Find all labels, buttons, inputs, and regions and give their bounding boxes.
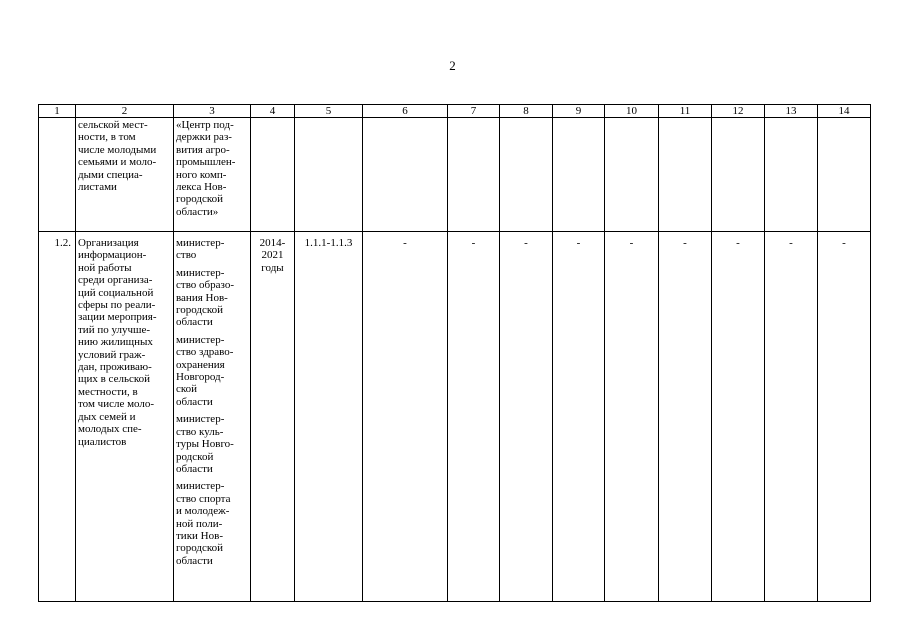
table-row xyxy=(39,232,871,602)
data-cell: - xyxy=(765,232,818,602)
activity-cell: сельской мест- ности, в том числе молодыми семьями и моло- дыми специа- листами xyxy=(76,118,174,232)
header-cell: 10 xyxy=(605,105,659,118)
executor-item: министер- ство куль- туры Новго- родской области xyxy=(176,413,234,475)
header-cell: 7 xyxy=(448,105,500,118)
page-number: 2 xyxy=(449,58,456,73)
header-cell: 5 xyxy=(295,105,363,118)
program-table xyxy=(38,104,871,602)
row-number-cell xyxy=(39,118,76,232)
header-cell: 1 xyxy=(39,105,76,118)
data-cell xyxy=(448,118,500,232)
data-cell: - xyxy=(818,232,871,602)
period-cell: 2014- 2021 годы xyxy=(251,232,295,602)
header-cell: 4 xyxy=(251,105,295,118)
data-cell xyxy=(363,118,448,232)
data-cell xyxy=(500,118,553,232)
row-number-cell: 1.2. xyxy=(39,232,76,602)
header-cell: 2 xyxy=(76,105,174,118)
data-cell: - xyxy=(448,232,500,602)
data-cell: - xyxy=(712,232,765,602)
data-cell xyxy=(553,118,605,232)
executor-item: министер- ство спорта и молодеж- ной поли- тики Нов- городской области xyxy=(176,480,231,567)
header-cell: 13 xyxy=(765,105,818,118)
executor-item: министер- ство здраво- охранения Новгород- ской области xyxy=(176,333,234,408)
executor-item: министер- ство образо- вания Нов- городской области xyxy=(176,266,234,329)
header-cell: 3 xyxy=(174,105,251,118)
table-header-row xyxy=(39,105,871,118)
data-cell: - xyxy=(363,232,448,602)
data-cell: - xyxy=(605,232,659,602)
target-indicator-cell: 1.1.1-1.1.3 xyxy=(295,232,363,602)
activity-cell: Организация информацион- ной работы среди организа- ций социальной сферы по реали- зации мероприя- тий по улучше- нию жилищных условий граж- дан, проживаю- щих в сельской местности, в том числе моло- дых семей и молодых спе- циалистов xyxy=(76,232,174,602)
header-cell: 12 xyxy=(712,105,765,118)
data-cell: - xyxy=(500,232,553,602)
executor-item: министер- ство xyxy=(176,237,225,262)
data-cell: - xyxy=(553,232,605,602)
executor-cell: «Центр под- держки раз- вития агро- промышлен- ного комп- лекса Нов- городской области» xyxy=(174,118,251,232)
executor-cell xyxy=(174,232,251,602)
data-cell xyxy=(818,118,871,232)
table-row xyxy=(39,118,871,232)
header-cell: 9 xyxy=(553,105,605,118)
period-cell xyxy=(251,118,295,232)
header-cell: 8 xyxy=(500,105,553,118)
data-cell: - xyxy=(659,232,712,602)
header-cell: 11 xyxy=(659,105,712,118)
header-cell: 6 xyxy=(363,105,448,118)
header-cell: 14 xyxy=(818,105,871,118)
data-cell xyxy=(605,118,659,232)
data-cell xyxy=(765,118,818,232)
data-cell xyxy=(712,118,765,232)
target-indicator-cell xyxy=(295,118,363,232)
data-cell xyxy=(659,118,712,232)
